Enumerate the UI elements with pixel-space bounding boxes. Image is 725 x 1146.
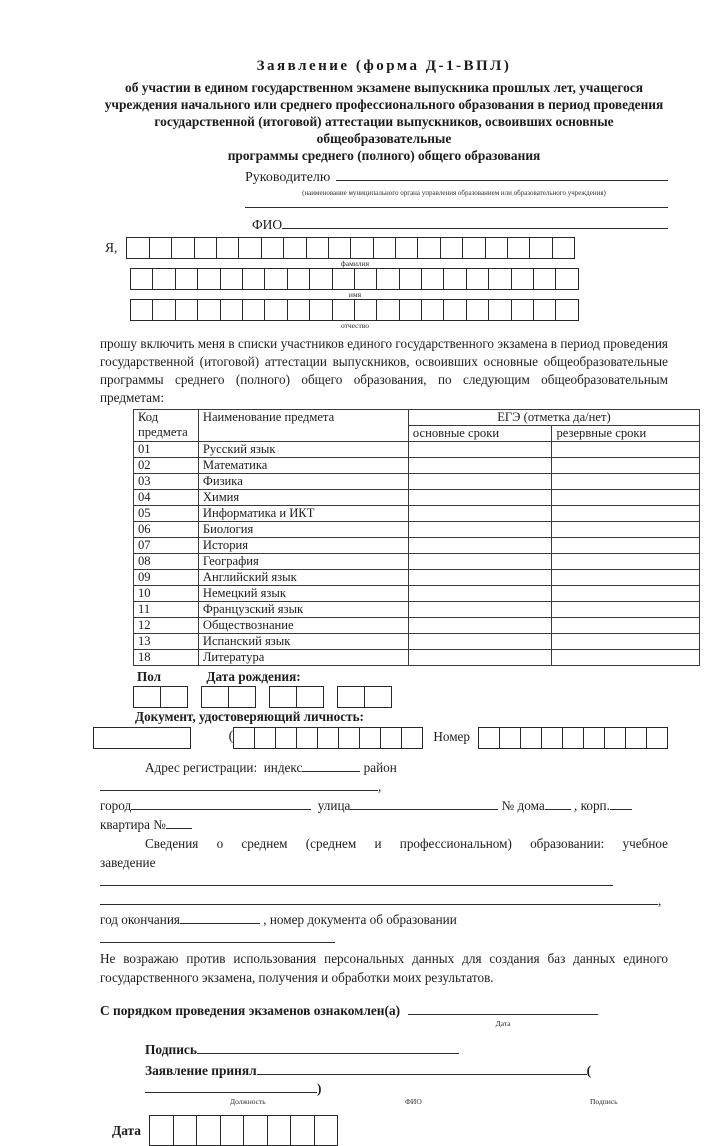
char-box[interactable]	[269, 686, 297, 708]
accepted-label: Заявление принял	[145, 1063, 257, 1078]
char-box[interactable]	[485, 237, 508, 259]
subject-code-cell: 13	[134, 634, 199, 650]
char-box[interactable]	[583, 727, 605, 749]
char-box[interactable]	[264, 299, 287, 321]
subject-row	[134, 442, 700, 458]
char-box[interactable]	[373, 237, 396, 259]
subject-code-cell: 08	[134, 554, 199, 570]
main-terms-mark-cell[interactable]	[408, 458, 552, 474]
char-box[interactable]	[399, 268, 422, 290]
char-box[interactable]	[488, 268, 511, 290]
subject-name-cell: Французский язык	[198, 602, 408, 618]
reserve-terms-mark-cell[interactable]	[552, 506, 700, 522]
document-label: Документ, удостоверяющий личность:	[135, 709, 364, 724]
subject-code-cell: 18	[134, 650, 199, 666]
subject-name-cell: Физика	[198, 474, 408, 490]
char-box[interactable]	[533, 299, 556, 321]
patronymic-row	[130, 299, 668, 321]
char-box[interactable]	[499, 727, 521, 749]
char-box[interactable]	[194, 237, 217, 259]
main-terms-mark-cell[interactable]	[408, 586, 552, 602]
subject-row	[134, 618, 700, 634]
subject-code-cell: 09	[134, 570, 199, 586]
address-line-1	[100, 758, 668, 796]
char-box[interactable]	[462, 237, 485, 259]
addressee-label: Руководителю	[245, 170, 331, 185]
close-paren: )	[317, 1081, 322, 1096]
education-heading: Сведения о среднем (среднем и профессиональном) образовании: учебное	[145, 836, 668, 851]
subject-name-cell: Обществознание	[198, 618, 408, 634]
char-box[interactable]	[173, 1115, 198, 1146]
char-box[interactable]	[233, 727, 255, 749]
firstname-row	[130, 268, 668, 290]
char-box[interactable]	[380, 727, 402, 749]
institution-label: заведение	[100, 855, 156, 870]
subject-code-cell: 05	[134, 506, 199, 522]
surname-row	[100, 237, 668, 259]
name-boxes-section	[100, 237, 668, 330]
street-field[interactable]	[350, 796, 498, 810]
signature-row	[145, 1040, 668, 1058]
main-terms-mark-cell[interactable]	[408, 522, 552, 538]
building-label: , корп.	[574, 798, 610, 813]
subtitle-line: программы среднего (полного) общего образования	[227, 148, 541, 163]
char-box[interactable]	[364, 686, 392, 708]
char-box[interactable]	[196, 1115, 221, 1146]
address-prefix: Адрес регистрации:	[145, 760, 258, 775]
char-box[interactable]	[160, 686, 188, 708]
subject-name-cell: Химия	[198, 490, 408, 506]
char-box[interactable]	[328, 237, 351, 259]
surname-caption: фамилия	[340, 259, 370, 268]
date-row	[100, 1115, 668, 1146]
char-box[interactable]	[254, 727, 276, 749]
box-group	[338, 686, 392, 708]
house-label: № дома	[501, 798, 545, 813]
form-title: Заявление (форма Д-1-ВПЛ)	[256, 58, 512, 74]
fio-caption: ФИО	[405, 1097, 422, 1106]
reserve-terms-mark-cell[interactable]	[552, 442, 700, 458]
birthdate-label: Дата рождения:	[206, 669, 301, 684]
subtitle-line: учреждения начального или среднего профессионального образования в период проведения	[104, 97, 664, 112]
subject-name-cell: География	[198, 554, 408, 570]
doc-number-label: , номер документа об образовании	[263, 912, 457, 927]
main-terms-mark-cell[interactable]	[408, 506, 552, 522]
consent-paragraph: Не возражаю против использования персональных данных для создания баз данных единого государственного экзамена, получения и обработки моих результатов.	[100, 951, 668, 985]
char-box[interactable]	[399, 299, 422, 321]
comma: ,	[378, 779, 382, 794]
char-box[interactable]	[216, 237, 239, 259]
char-box[interactable]	[440, 237, 463, 259]
addressee-continuation-field[interactable]	[245, 206, 668, 208]
reserve-terms-mark-cell[interactable]	[552, 618, 700, 634]
header-main-terms: основные сроки	[408, 426, 552, 442]
accepted-position-field[interactable]	[257, 1061, 587, 1075]
fio-field[interactable]	[282, 215, 668, 229]
institution-field[interactable]	[100, 872, 613, 886]
institution-field-2[interactable]	[100, 891, 658, 905]
char-box[interactable]	[264, 268, 287, 290]
subject-row	[134, 458, 700, 474]
accepted-row	[145, 1061, 668, 1097]
subject-name-cell: История	[198, 538, 408, 554]
reserve-terms-mark-cell[interactable]	[552, 538, 700, 554]
subject-row	[134, 602, 700, 618]
char-box[interactable]	[201, 686, 229, 708]
char-box[interactable]	[354, 299, 377, 321]
position-caption: Должность	[230, 1097, 266, 1106]
document-number-boxes	[478, 727, 668, 749]
document-type-field[interactable]	[93, 727, 191, 749]
main-terms-mark-cell[interactable]	[408, 474, 552, 490]
char-box[interactable]	[376, 299, 399, 321]
char-box[interactable]	[197, 268, 220, 290]
char-box[interactable]	[149, 1115, 174, 1146]
date-caption: Дата	[495, 1019, 511, 1028]
gender-boxes	[133, 686, 188, 708]
form-subtitle	[100, 79, 668, 164]
addressee-field[interactable]	[336, 167, 668, 181]
flat-field[interactable]	[166, 815, 192, 829]
acknowledged-field-wrap	[408, 1001, 598, 1028]
char-box[interactable]	[332, 268, 355, 290]
city-label: город	[100, 798, 132, 813]
subject-row	[134, 554, 700, 570]
gender-label: Пол	[137, 669, 162, 684]
subject-row	[134, 490, 700, 506]
signature-caption: Подпись	[590, 1097, 618, 1106]
addressee-caption: (наименование муниципального органа управления образованием или образовательного учреждения)	[302, 189, 606, 197]
main-terms-mark-cell[interactable]	[408, 554, 552, 570]
reserve-terms-mark-cell[interactable]	[552, 522, 700, 538]
subject-code-cell: 12	[134, 618, 199, 634]
subject-row	[134, 522, 700, 538]
header-ege: ЕГЭ (отметка да/нет)	[408, 410, 699, 426]
reserve-terms-mark-cell[interactable]	[552, 586, 700, 602]
box-group	[270, 686, 324, 708]
series-open-paren: (	[228, 729, 234, 744]
char-box[interactable]	[337, 686, 365, 708]
char-box[interactable]	[625, 727, 647, 749]
signature-field[interactable]	[197, 1040, 459, 1054]
subject-code-cell: 04	[134, 490, 199, 506]
document-row	[93, 727, 668, 749]
char-box[interactable]	[283, 237, 306, 259]
char-box[interactable]	[130, 268, 153, 290]
char-box[interactable]	[466, 299, 489, 321]
document-series-boxes	[233, 727, 423, 749]
char-box[interactable]	[395, 237, 418, 259]
subtitle-line: об участии в едином государственном экзамене выпускника прошлых лет, учащегося	[125, 80, 643, 95]
char-box[interactable]	[309, 299, 332, 321]
subject-name-cell: Немецкий язык	[198, 586, 408, 602]
graduation-line	[100, 910, 668, 948]
reserve-terms-mark-cell[interactable]	[552, 650, 700, 666]
main-terms-mark-cell[interactable]	[408, 538, 552, 554]
document-series-wrap	[229, 727, 424, 749]
char-box[interactable]	[443, 299, 466, 321]
city-field[interactable]	[131, 796, 311, 810]
institution-line-2	[100, 891, 668, 910]
pronoun-label: Я,	[105, 240, 118, 255]
main-terms-mark-cell[interactable]	[408, 490, 552, 506]
char-box[interactable]	[443, 268, 466, 290]
reserve-terms-mark-cell[interactable]	[552, 490, 700, 506]
subject-code-cell: 01	[134, 442, 199, 458]
char-box[interactable]	[401, 727, 423, 749]
char-box[interactable]	[354, 268, 377, 290]
subject-row	[134, 650, 700, 666]
addressee-row	[245, 167, 668, 186]
subject-code-cell: 11	[134, 602, 199, 618]
subject-name-cell: Биология	[198, 522, 408, 538]
flat-label: квартира №	[100, 817, 166, 832]
house-field[interactable]	[545, 796, 571, 810]
main-terms-mark-cell[interactable]	[408, 618, 552, 634]
char-box[interactable]	[242, 299, 265, 321]
gender-birthdate-labels	[100, 669, 668, 685]
char-box[interactable]	[306, 237, 329, 259]
header-code: Код предмета	[134, 410, 199, 442]
char-box[interactable]	[152, 268, 175, 290]
district-label: район	[363, 760, 397, 775]
char-box[interactable]	[287, 299, 310, 321]
char-box[interactable]	[511, 299, 534, 321]
char-box[interactable]	[152, 299, 175, 321]
char-box[interactable]	[488, 299, 511, 321]
reserve-terms-mark-cell[interactable]	[552, 602, 700, 618]
char-box[interactable]	[296, 686, 324, 708]
subject-row	[134, 506, 700, 522]
char-box[interactable]	[359, 727, 381, 749]
main-terms-mark-cell[interactable]	[408, 442, 552, 458]
subtitle-line: государственной (итоговой) аттестации выпускников, освоивших основные общеобразовательные	[154, 114, 614, 146]
table-header-row	[134, 410, 700, 426]
reserve-terms-mark-cell[interactable]	[552, 634, 700, 650]
char-box[interactable]	[130, 299, 153, 321]
main-terms-mark-cell[interactable]	[408, 650, 552, 666]
accepted-captions	[100, 1097, 668, 1107]
index-label: индекс	[263, 760, 303, 775]
acknowledged-label: С порядком проведения экзаменов ознакомлен(а)	[100, 1003, 401, 1018]
char-box[interactable]	[421, 268, 444, 290]
char-box[interactable]	[466, 268, 489, 290]
subject-code-cell: 03	[134, 474, 199, 490]
address-education-block	[100, 758, 668, 948]
form-content	[100, 0, 668, 1146]
char-box[interactable]	[149, 237, 172, 259]
char-box[interactable]	[533, 268, 556, 290]
subject-code-cell: 10	[134, 586, 199, 602]
accepted-signature-field[interactable]	[145, 1079, 317, 1093]
char-box[interactable]	[287, 268, 310, 290]
subject-row	[134, 474, 700, 490]
firstname-boxes	[130, 268, 579, 290]
subject-row	[134, 538, 700, 554]
char-box[interactable]	[350, 237, 373, 259]
surname-boxes	[126, 237, 575, 259]
subject-name-cell: Русский язык	[198, 442, 408, 458]
char-box[interactable]	[520, 727, 542, 749]
subject-code-cell: 06	[134, 522, 199, 538]
subject-name-cell: Информатика и ИКТ	[198, 506, 408, 522]
char-box[interactable]	[562, 727, 584, 749]
char-box[interactable]	[478, 727, 500, 749]
char-box[interactable]	[171, 237, 194, 259]
char-box[interactable]	[511, 268, 534, 290]
char-box[interactable]	[604, 727, 626, 749]
box-group	[202, 686, 256, 708]
open-paren: (	[586, 1063, 592, 1078]
institution-line	[100, 853, 668, 891]
year-label: год окончания	[100, 912, 180, 927]
education-doc-field[interactable]	[100, 929, 335, 943]
char-box[interactable]	[275, 727, 297, 749]
char-box[interactable]	[220, 1115, 245, 1146]
fio-label: ФИО	[252, 217, 283, 232]
char-box[interactable]	[421, 299, 444, 321]
char-box[interactable]	[197, 299, 220, 321]
subject-code-cell: 07	[134, 538, 199, 554]
char-box[interactable]	[243, 1115, 268, 1146]
subject-name-cell: Испанский язык	[198, 634, 408, 650]
acknowledged-row	[100, 1001, 668, 1028]
char-box[interactable]	[529, 237, 552, 259]
index-field[interactable]	[302, 758, 360, 772]
birthdate-boxes	[188, 686, 392, 708]
reserve-terms-mark-cell[interactable]	[552, 554, 700, 570]
date-boxes	[149, 1115, 338, 1146]
char-box[interactable]	[417, 237, 440, 259]
char-box[interactable]	[238, 237, 261, 259]
subject-name-cell: Литература	[198, 650, 408, 666]
char-box[interactable]	[267, 1115, 292, 1146]
patronymic-boxes	[130, 299, 579, 321]
char-box[interactable]	[175, 268, 198, 290]
char-box[interactable]	[376, 268, 399, 290]
char-box[interactable]	[228, 686, 256, 708]
char-box[interactable]	[646, 727, 668, 749]
main-terms-mark-cell[interactable]	[408, 570, 552, 586]
address-line-2	[100, 796, 668, 834]
main-terms-mark-cell[interactable]	[408, 634, 552, 650]
comma: ,	[658, 893, 662, 908]
subject-row	[134, 570, 700, 586]
subject-row	[134, 634, 700, 650]
char-box[interactable]	[552, 237, 575, 259]
date-label: Дата	[112, 1122, 141, 1138]
reserve-terms-mark-cell[interactable]	[552, 570, 700, 586]
header-subject: Наименование предмета	[198, 410, 408, 442]
char-box[interactable]	[126, 237, 149, 259]
patronymic-caption: отчество	[340, 321, 370, 330]
firstname-caption: имя	[348, 290, 362, 299]
request-paragraph: прошу включить меня в списки участников единого государственного экзамена в период проведения государственной (итоговой) аттестации выпускников, освоивших основные общеобразовательные программы среднего (полного) общего образования, по следующим общеобразовательным предметам:	[100, 336, 668, 405]
number-label: Номер	[433, 729, 470, 744]
char-box[interactable]	[507, 237, 530, 259]
gender-birthdate-boxes	[100, 686, 668, 708]
char-box[interactable]	[555, 299, 578, 321]
char-box[interactable]	[220, 268, 243, 290]
subject-name-cell: Математика	[198, 458, 408, 474]
char-box[interactable]	[541, 727, 563, 749]
char-box[interactable]	[555, 268, 578, 290]
subject-code-cell: 02	[134, 458, 199, 474]
subjects-table	[133, 409, 700, 666]
char-box[interactable]	[338, 727, 360, 749]
reserve-terms-mark-cell[interactable]	[552, 474, 700, 490]
char-box[interactable]	[296, 727, 318, 749]
char-box[interactable]	[290, 1115, 315, 1146]
street-label: улица	[317, 798, 351, 813]
char-box[interactable]	[261, 237, 284, 259]
main-terms-mark-cell[interactable]	[408, 602, 552, 618]
header-reserve-terms: резервные сроки	[552, 426, 700, 442]
reserve-terms-mark-cell[interactable]	[552, 458, 700, 474]
char-box[interactable]	[309, 268, 332, 290]
char-box[interactable]	[220, 299, 243, 321]
char-box[interactable]	[133, 686, 161, 708]
char-box[interactable]	[317, 727, 339, 749]
building-field[interactable]	[610, 796, 632, 810]
char-box[interactable]	[242, 268, 265, 290]
char-box[interactable]	[175, 299, 198, 321]
fio-row	[252, 215, 668, 233]
district-field[interactable]	[100, 777, 378, 791]
subject-name-cell: Английский язык	[198, 570, 408, 586]
year-field[interactable]	[180, 910, 260, 924]
char-box[interactable]	[314, 1115, 339, 1146]
subject-row	[134, 586, 700, 602]
signature-label: Подпись	[145, 1042, 197, 1057]
acknowledged-date-field[interactable]	[408, 1001, 598, 1015]
char-box[interactable]	[332, 299, 355, 321]
